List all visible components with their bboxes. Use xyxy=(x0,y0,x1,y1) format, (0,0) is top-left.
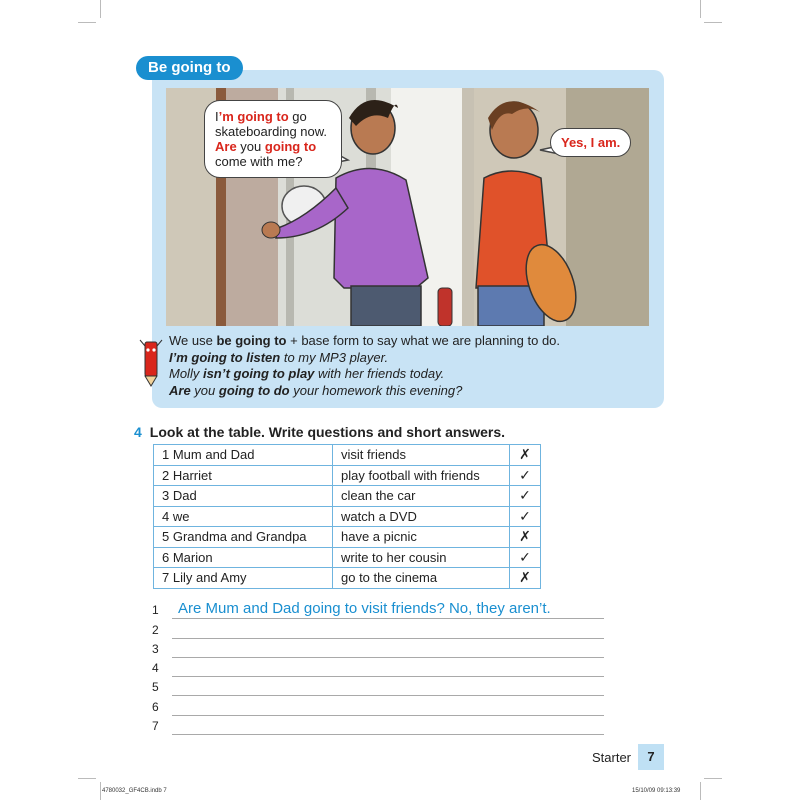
table-row xyxy=(154,445,541,466)
table-row xyxy=(154,527,541,548)
table-cell-activity: play football with friends xyxy=(333,465,510,486)
table-cell-who: 1 Mum and Dad xyxy=(154,445,333,466)
table-cell-mark: ✓ xyxy=(510,506,541,527)
answer-row xyxy=(152,639,604,658)
table-cell-mark: ✓ xyxy=(510,465,541,486)
table-cell-mark: ✗ xyxy=(510,445,541,466)
grammar-rule: We use be going to + base form to say what we are planning to do. I’m going to listen to my MP3 player. Molly isn’t going to play with her friends today. Are you going to do your homework this evening? xyxy=(169,333,561,398)
answer-number: 1 xyxy=(152,603,159,618)
answer-number: 7 xyxy=(152,719,159,734)
table-row xyxy=(154,465,541,486)
table-row xyxy=(154,486,541,507)
page-number: 7 xyxy=(638,744,664,770)
answer-number: 3 xyxy=(152,641,159,656)
table-cell-who: 7 Lily and Amy xyxy=(154,568,333,589)
table-row xyxy=(154,568,541,589)
table-cell-activity: write to her cousin xyxy=(333,547,510,568)
slug-right: 15/10/09 09:13:39 xyxy=(632,788,681,794)
table-row xyxy=(154,547,541,568)
illustration xyxy=(166,88,649,326)
answer-number: 2 xyxy=(152,622,159,637)
speech-bubble-right: Yes, I am. xyxy=(550,128,631,157)
table-cell-activity: go to the cinema xyxy=(333,568,510,589)
exercise-instruction: 4 Look at the table. Write questions and short answers. xyxy=(134,424,506,440)
answer-number: 6 xyxy=(152,699,159,714)
table-cell-mark: ✓ xyxy=(510,486,541,507)
answer-row xyxy=(152,619,604,638)
slug-left: 4780032_GF4CB.indb 7 xyxy=(102,788,167,794)
answer-number: 4 xyxy=(152,661,159,676)
footer-label: Starter xyxy=(592,750,632,765)
answer-row xyxy=(152,696,604,715)
table-cell-activity: watch a DVD xyxy=(333,506,510,527)
table-cell-activity: clean the car xyxy=(333,486,510,507)
answer-row xyxy=(152,600,604,619)
answer-line[interactable] xyxy=(172,734,604,735)
answer-text: Are Mum and Dad going to visit friends? No, they aren’t. xyxy=(178,600,551,618)
section-title: Be going to xyxy=(136,56,243,80)
answer-row xyxy=(152,677,604,696)
table-row xyxy=(154,506,541,527)
table-cell-mark: ✗ xyxy=(510,527,541,548)
pencil-icon xyxy=(138,336,164,388)
table-cell-activity: visit friends xyxy=(333,445,510,466)
answer-number: 5 xyxy=(152,680,159,695)
exercise-table xyxy=(153,444,541,589)
table-cell-activity: have a picnic xyxy=(333,527,510,548)
table-cell-who: 6 Marion xyxy=(154,547,333,568)
speech-bubble-left: I’m going to go skateboarding now. Are you going to come with me? xyxy=(204,100,342,178)
table-cell-who: 2 Harriet xyxy=(154,465,333,486)
table-cell-mark: ✓ xyxy=(510,547,541,568)
table-cell-who: 3 Dad xyxy=(154,486,333,507)
answer-row xyxy=(152,658,604,677)
table-cell-who: 4 we xyxy=(154,506,333,527)
table-cell-mark: ✗ xyxy=(510,568,541,589)
table-cell-who: 5 Grandma and Grandpa xyxy=(154,527,333,548)
answer-lines xyxy=(152,600,604,735)
answer-row xyxy=(152,716,604,735)
